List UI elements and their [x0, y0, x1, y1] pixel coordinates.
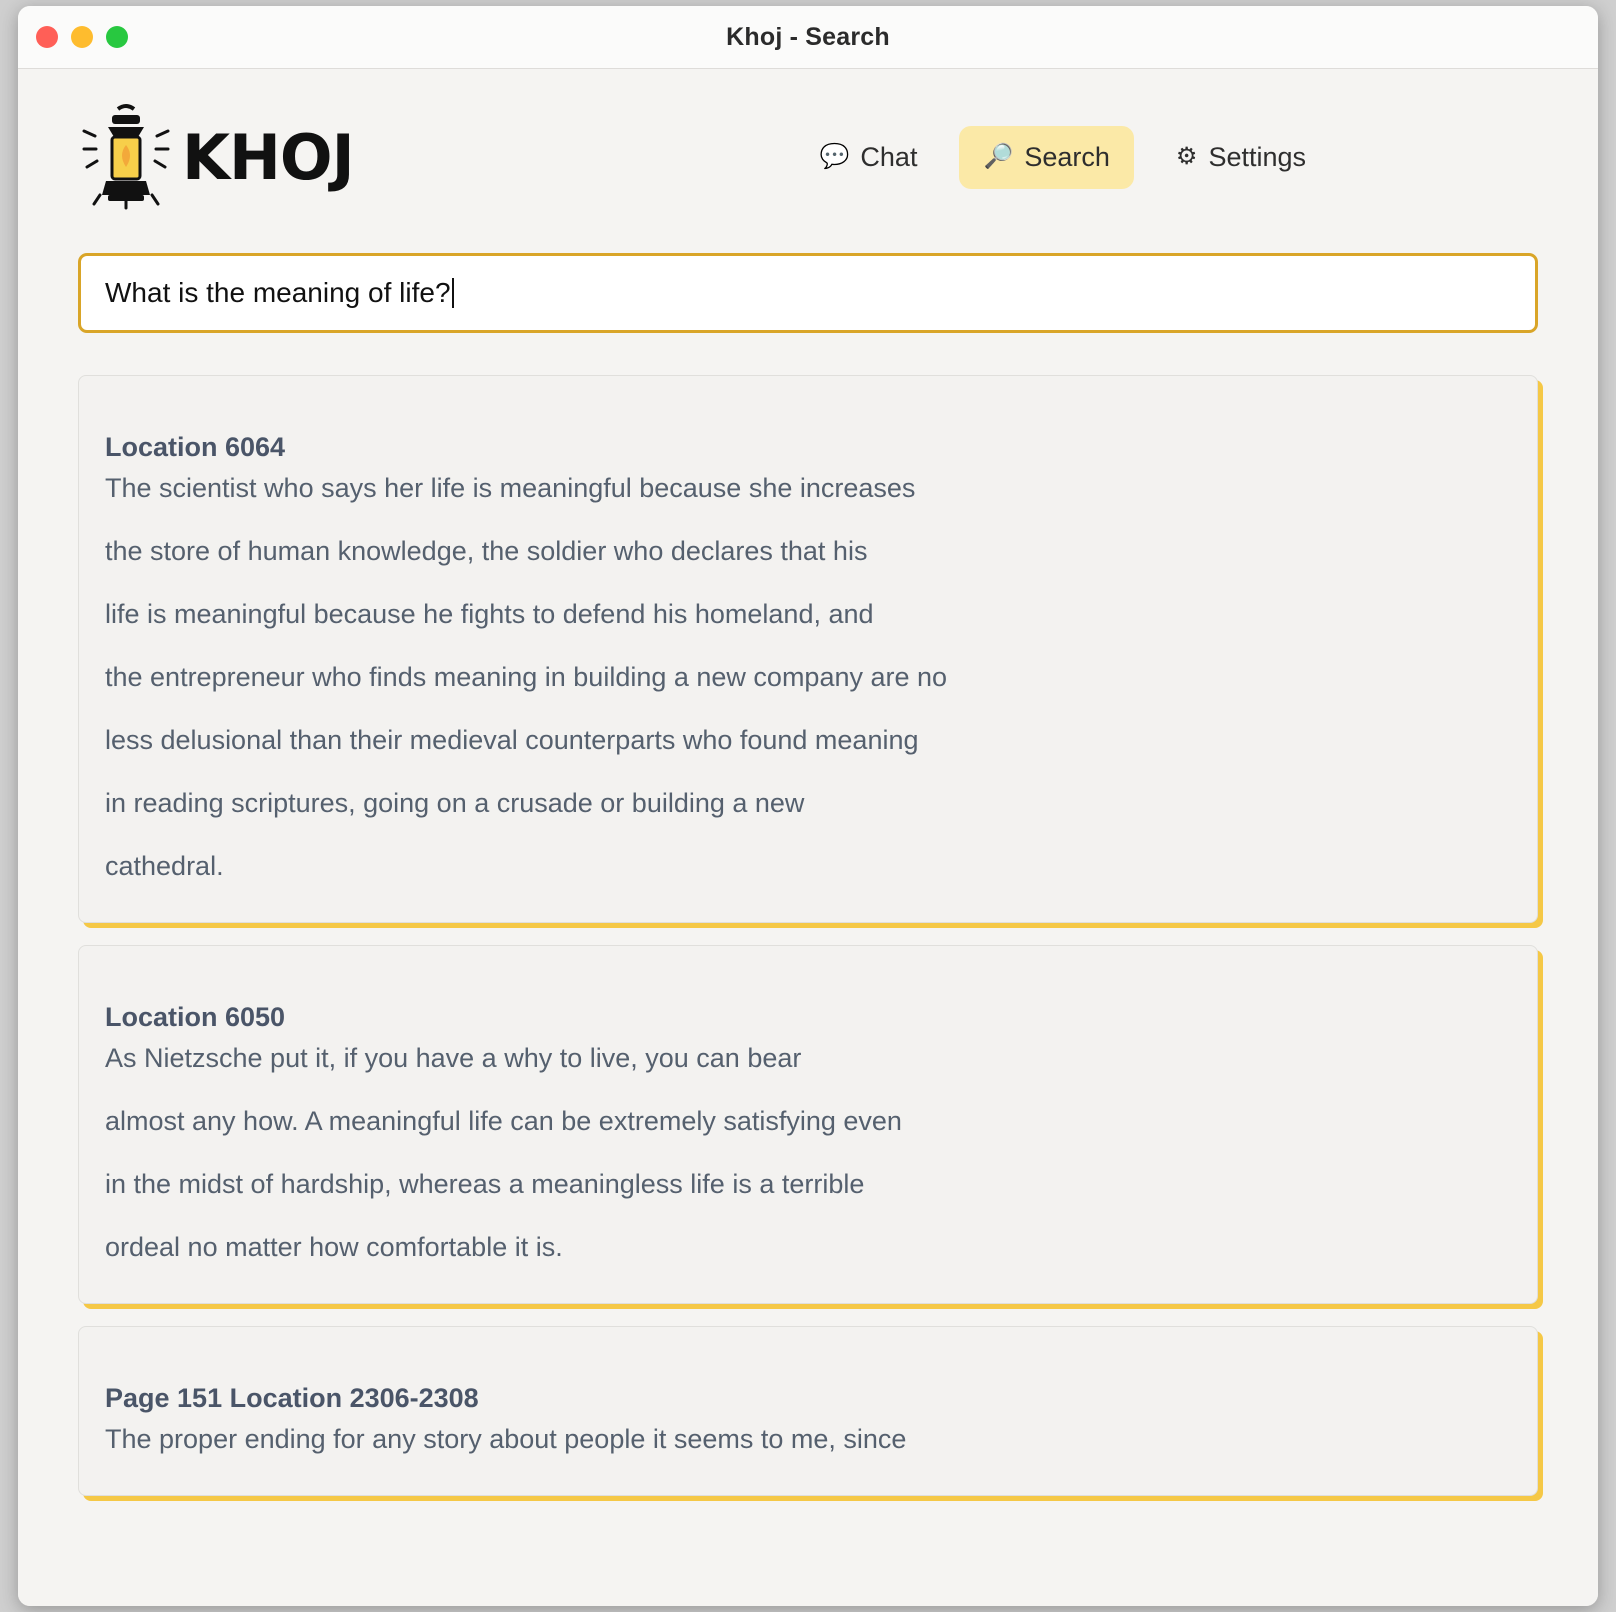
brand-name: KHOJ: [182, 120, 354, 194]
close-button[interactable]: [36, 26, 58, 48]
result-line: in reading scriptures, going on a crusade or building a new: [105, 788, 805, 818]
nav-label-settings: Settings: [1208, 141, 1306, 172]
result-line: almost any how. A meaningful life can be extremely satisfying even: [105, 1106, 902, 1136]
nav-item-settings[interactable]: [1152, 126, 1330, 189]
result-line: less delusional than their medieval counterparts who found meaning: [105, 725, 919, 755]
result-line: ordeal no matter how comfortable it is.: [105, 1232, 563, 1262]
result-line: the store of human knowledge, the soldier who declares that his: [105, 536, 868, 566]
text-caret: [452, 278, 454, 308]
header: [18, 69, 1598, 211]
vertical-scrollbar[interactable]: [1588, 131, 1596, 1606]
search-area: [18, 211, 1598, 333]
lantern-icon: [78, 103, 174, 211]
nav-label-chat: Chat: [860, 141, 918, 172]
window-title: Khoj - Search: [726, 22, 890, 51]
magnifier-icon: 🔎: [983, 143, 1014, 170]
minimize-button[interactable]: [71, 26, 93, 48]
result-title: Location 6064: [105, 432, 286, 462]
result-card[interactable]: [78, 1326, 1538, 1496]
chat-bubble-icon: 💬: [819, 143, 850, 170]
result-line: The proper ending for any story about people it seems to me, since: [105, 1424, 907, 1454]
nav-item-search[interactable]: [959, 126, 1133, 189]
window-controls: [36, 26, 128, 48]
result-title: Location 6050: [105, 1002, 286, 1032]
gear-icon: ⚙: [1175, 143, 1198, 170]
title-bar: [18, 6, 1598, 69]
maximize-button[interactable]: [106, 26, 128, 48]
result-line: in the midst of hardship, whereas a meaningless life is a terrible: [105, 1169, 865, 1199]
result-line: the entrepreneur who finds meaning in building a new company are no: [105, 662, 948, 692]
result-line: The scientist who says her life is meaningful because she increases: [105, 473, 916, 503]
results-list: [18, 333, 1598, 1496]
nav-item-chat[interactable]: [796, 126, 942, 189]
brand: [78, 103, 354, 211]
result-card[interactable]: [78, 945, 1538, 1304]
search-input[interactable]: [78, 253, 1538, 333]
app-content: [18, 69, 1598, 1606]
result-card[interactable]: [78, 375, 1538, 923]
result-title: Page 151 Location 2306-2308: [105, 1383, 479, 1413]
result-line: As Nietzsche put it, if you have a why to live, you can bear: [105, 1043, 802, 1073]
main-nav: [796, 126, 1538, 189]
result-line: cathedral.: [105, 851, 224, 881]
search-input-value: What is the meaning of life?: [105, 277, 451, 308]
result-line: life is meaningful because he fights to defend his homeland, and: [105, 599, 874, 629]
app-window: [18, 6, 1598, 1606]
nav-label-search: Search: [1024, 141, 1110, 172]
